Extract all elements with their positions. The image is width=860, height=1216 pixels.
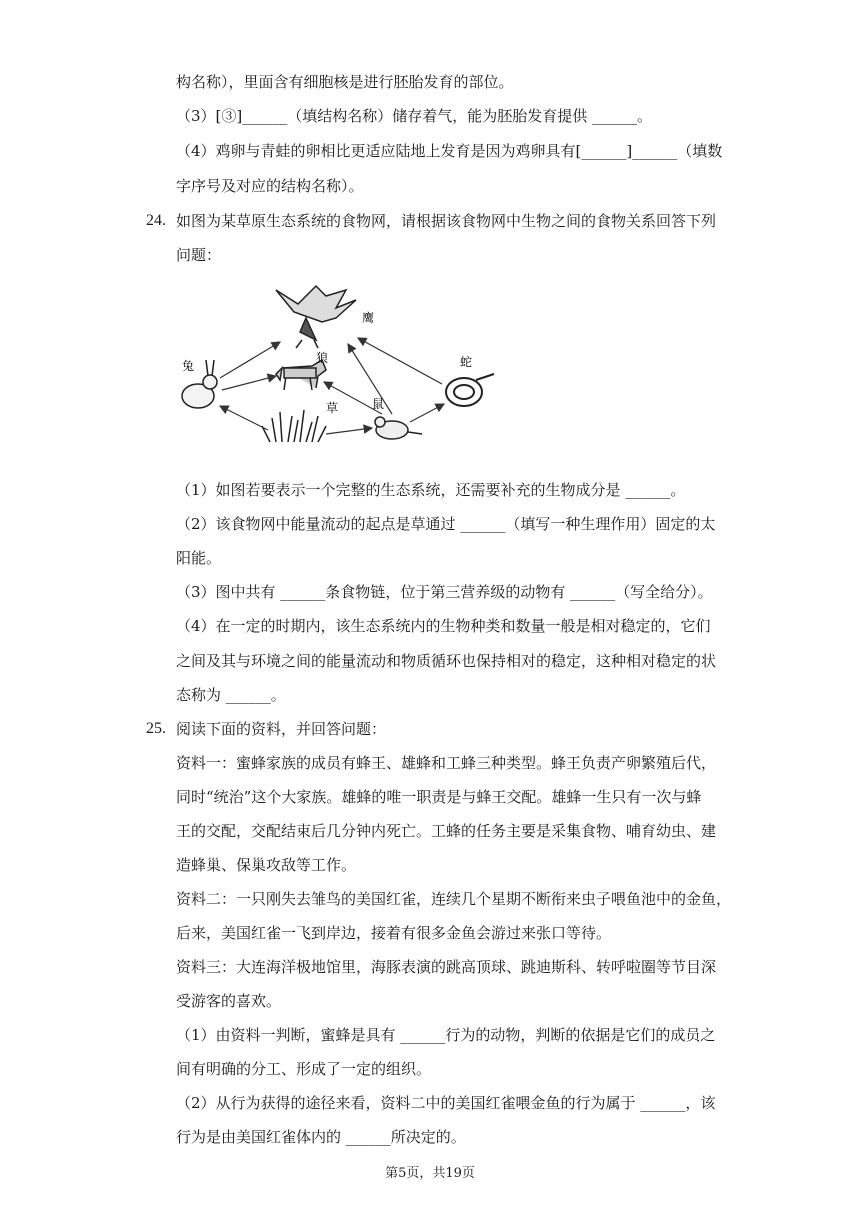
arrow-mouse-snake	[410, 404, 444, 422]
eagle-icon	[276, 286, 356, 348]
label-snake: 蛇	[460, 355, 473, 369]
q24-sub4-line3: 态称为 ______。	[176, 686, 286, 704]
arrow-rabbit-eagle	[220, 342, 280, 378]
q25-stem: 阅读下面的资料，并回答问题：	[176, 720, 387, 738]
q25-material2-line2: 后来，美国红雀一飞到岸边，接着有很多金鱼会游过来张口等待。	[176, 924, 612, 942]
page-footer: 第5页，共19页	[385, 1166, 475, 1181]
q24-sub3: （3）图中共有 ______条食物链，位于第三营养级的动物有 ______（写全给分）。	[176, 583, 713, 601]
mouse-icon	[375, 417, 422, 439]
q25-sub2-line1: （2）从行为获得的途径来看，资料二中的美国红雀喂金鱼的行为属于 ______，该	[176, 1094, 716, 1112]
food-web-diagram	[176, 282, 506, 452]
q24-sub4-line1: （4）在一定的时期内，该生态系统内的生物种类和数量一般是相对稳定的，它们	[176, 617, 711, 635]
q25-sub1-line2: 间有明确的分工、形成了一定的组织。	[176, 1060, 432, 1078]
arrow-grass-rabbit	[220, 406, 268, 430]
q24-sub4-line2: 之间及其与环境之间的能量流动和物质循环也保持相对的稳定，这种相对稳定的状	[176, 652, 717, 670]
q24-sub2-line2: 阳能。	[176, 549, 222, 567]
arrow-rabbit-wolf	[222, 376, 276, 390]
q25-sub1-line1: （1）由资料一判断，蜜蜂是具有 ______行为的动物，判断的依据是它们的成员之	[176, 1026, 716, 1044]
q25-material1-line3: 王的交配，交配结束后几分钟内死亡。工蜂的任务主要是采集食物、哺育幼虫、建	[176, 822, 717, 840]
label-mouse: 鼠	[372, 397, 385, 411]
arrow-mouse-eagle	[348, 344, 392, 414]
q25-material3-line2: 受游客的喜欢。	[176, 992, 282, 1010]
q23-continued-text: 构名称），里面含有细胞核是进行胚胎发育的部位。	[176, 73, 514, 91]
q25-sub2-line2: 行为是由美国红雀体内的 ______所决定的。	[176, 1128, 466, 1146]
q25-material3-line1: 资料三：大连海洋极地馆里，海豚表演的跳高顶球、跳迪斯科、转呼啦圈等节目深	[176, 958, 717, 976]
food-web-svg	[176, 282, 506, 452]
snake-icon	[446, 374, 494, 406]
q24-number: 24.	[146, 212, 166, 229]
arrow-grass-mouse	[326, 428, 372, 434]
grass-icon	[262, 410, 326, 442]
q24-stem-line1: 如图为某草原生态系统的食物网，请根据该食物网中生物之间的食物关系回答下列	[176, 212, 717, 230]
q23-sub4-line1: （4）鸡卵与青蛙的卵相比更适应陆地上发育是因为鸡卵具有[______]______（填数	[176, 142, 723, 160]
q24-sub2-line1: （2）该食物网中能量流动的起点是草通过 ______（填写一种生理作用）固定的太	[176, 515, 716, 533]
label-rabbit: 兔	[182, 359, 195, 373]
q25-material1-line1: 资料一：蜜蜂家族的成员有蜂王、雄蜂和工蜂三种类型。蜂王负责产卵繁殖后代，	[176, 754, 717, 772]
q24-stem-line2: 问题：	[176, 246, 222, 264]
q25-material2-line1: 资料二：一只刚失去雏鸟的美国红雀，连续几个星期不断衔来虫子喂鱼池中的金鱼，	[176, 890, 732, 908]
q24-sub1: （1）如图若要表示一个完整的生态系统，还需要补充的生物成分是 ______。	[176, 481, 686, 499]
q23-sub4-line2: 字序号及对应的结构名称）。	[176, 177, 364, 195]
q23-sub3: （3）[③]______（填结构名称）储存着气，能为胚胎发育提供 ______。	[176, 107, 653, 125]
q25-number: 25.	[146, 720, 166, 737]
label-wolf: 狼	[316, 351, 329, 365]
q25-material1-line2: 同时“统治”这个大家族。雄蜂的唯一职责是与蜂王交配。雄蜂一生只有一次与蜂	[176, 788, 702, 806]
arrow-snake-eagle	[358, 338, 442, 384]
label-eagle: 鹰	[362, 311, 375, 325]
label-grass: 草	[326, 401, 339, 415]
q25-material1-line4: 造蜂巢、保巢攻敌等工作。	[176, 856, 357, 874]
